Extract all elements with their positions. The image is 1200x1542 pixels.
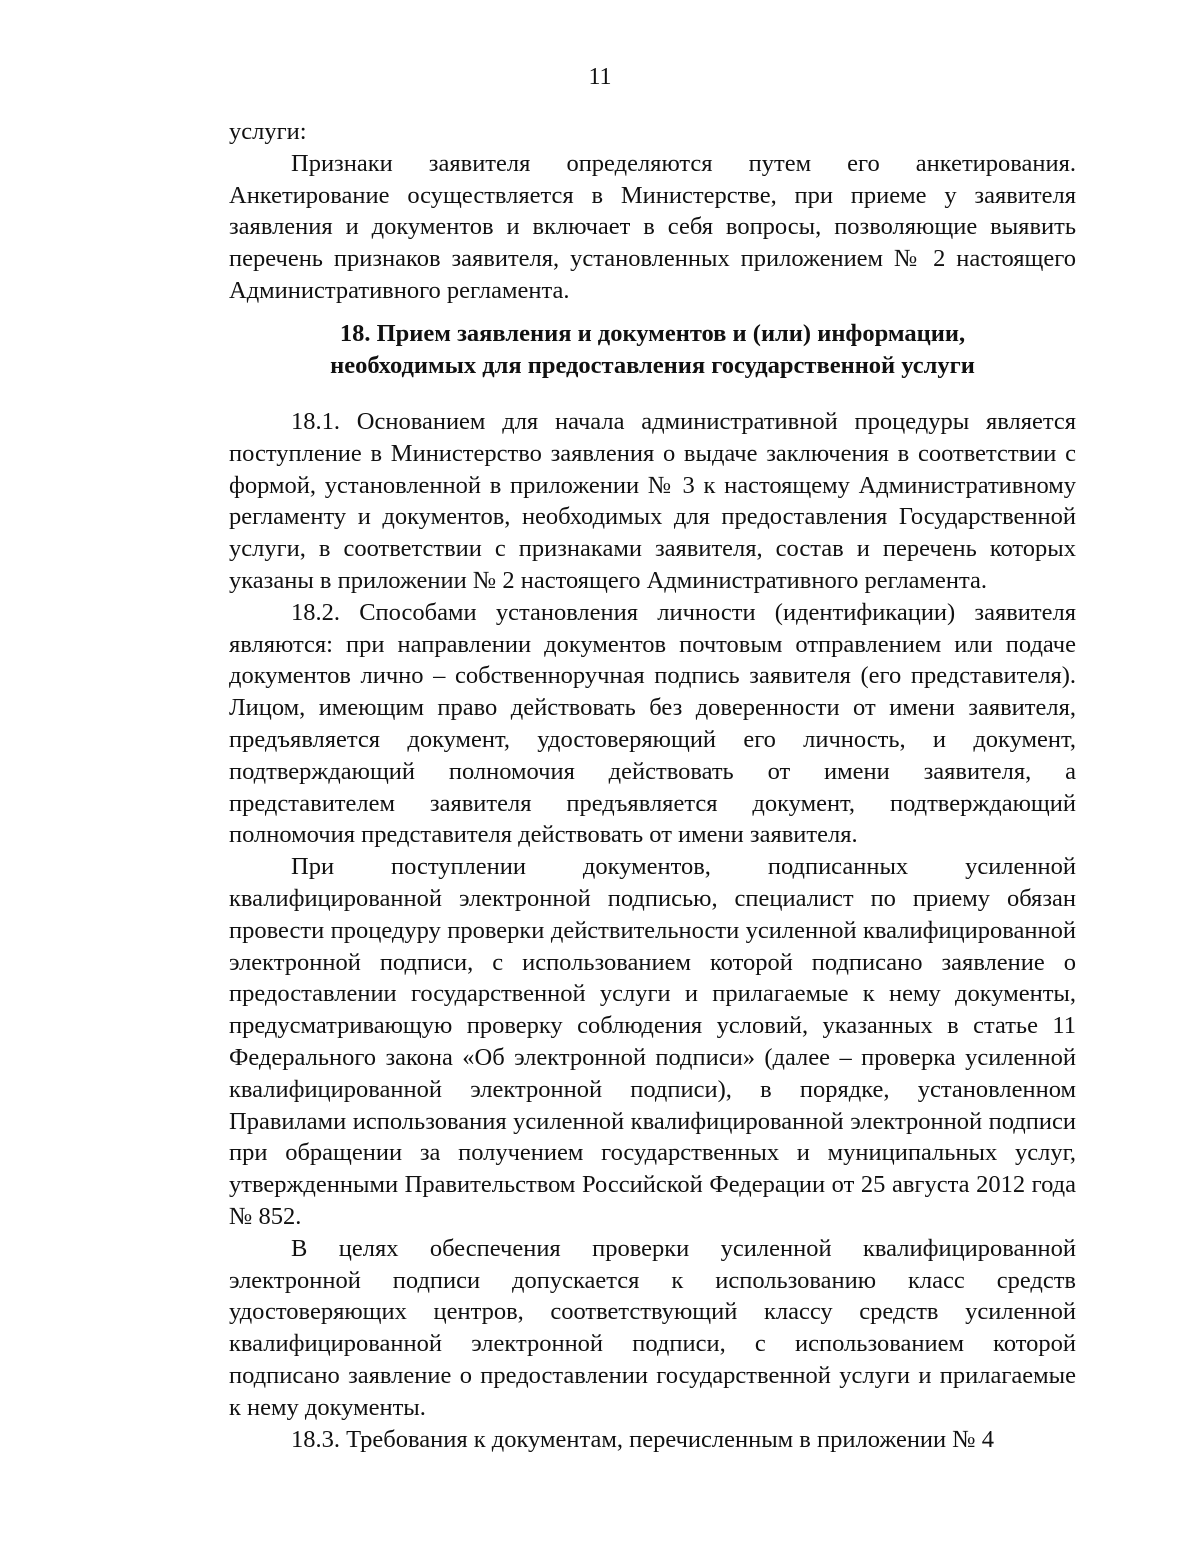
paragraph-18-3: 18.3. Требования к документам, перечисленным в приложении № 4 xyxy=(291,1425,995,1453)
paragraph-electronic-signature-check: При поступлении документов, подписанных усиленной квалифицированной электронной подписью, специалист по приему обязан провести процедуру проверки действительности усиленной квалифицированной электронной подписи, с использованием которой подписано заявление о предоставлении государственной услуги и прилагаемые к нему документы, предусматривающую проверку соблюдения условий, указанных в статье 11 Федерального закона «Об электронной подписи» (далее – проверка усиленной квалифицированной электронной подписи), в порядке, установленном Правилами использования усиленной квалифицированной электронной подписи при обращении за получением государственных и муниципальных услуг, утвержденными Правительством Российской Федерации от 25 августа 2012 года № 852. xyxy=(229,853,1076,1230)
section-heading-line-2: необходимых для предоставления государственной услуги xyxy=(330,352,975,379)
continuation-text: услуги: xyxy=(229,118,307,145)
section-body xyxy=(229,406,1076,1455)
intro-paragraph: Признаки заявителя определяются путем его анкетирования. Анкетирование осуществляется в Министерстве, при приеме у заявителя заявления и документов и включает в себя вопросы, позволяющие выявить перечень признаков заявителя, установленных приложением № 2 настоящего Административного регламента. xyxy=(229,149,1076,304)
paragraph-certification-means: В целях обеспечения проверки усиленной квалифицированной электронной подписи допускается к использованию класс средств удостоверяющих центров, соответствующий классу средств усиленной квалифицированной электронной подписи, с использованием которой подписано заявление о предоставлении государственной услуги и прилагаемые к нему документы. xyxy=(229,1234,1076,1421)
paragraph-18-1: 18.1. Основанием для начала административной процедуры является поступление в Министерство заявления о выдаче заключения в соответствии с формой, установленной в приложении № 3 к настоящему Административному регламенту и документов, необходимых для предоставления Государственной услуги, в соответствии с признаками заявителя, состав и перечень которых указаны в приложении № 2 настоящего Административного регламента. xyxy=(229,408,1076,594)
page-number: 11 xyxy=(588,64,612,90)
paragraph-18-2: 18.2. Способами установления личности (идентификации) заявителя являются: при направлении документов почтовым отправлением или подаче документов лично – собственноручная подпись заявителя (его представителя). Лицом, имеющим право действовать без доверенности от имени заявителя, предъявляется документ, удостоверяющий его личность, и документ, подтверждающий полномочия действовать от имени заявителя, а представителем заявителя предъявляется документ, подтверждающий полномочия представителя действовать от имени заявителя. xyxy=(229,598,1076,849)
section-heading-line-1: 18. Прием заявления и документов и (или) информации, xyxy=(339,320,966,347)
section-heading xyxy=(229,318,1076,382)
intro-block xyxy=(229,116,1076,307)
